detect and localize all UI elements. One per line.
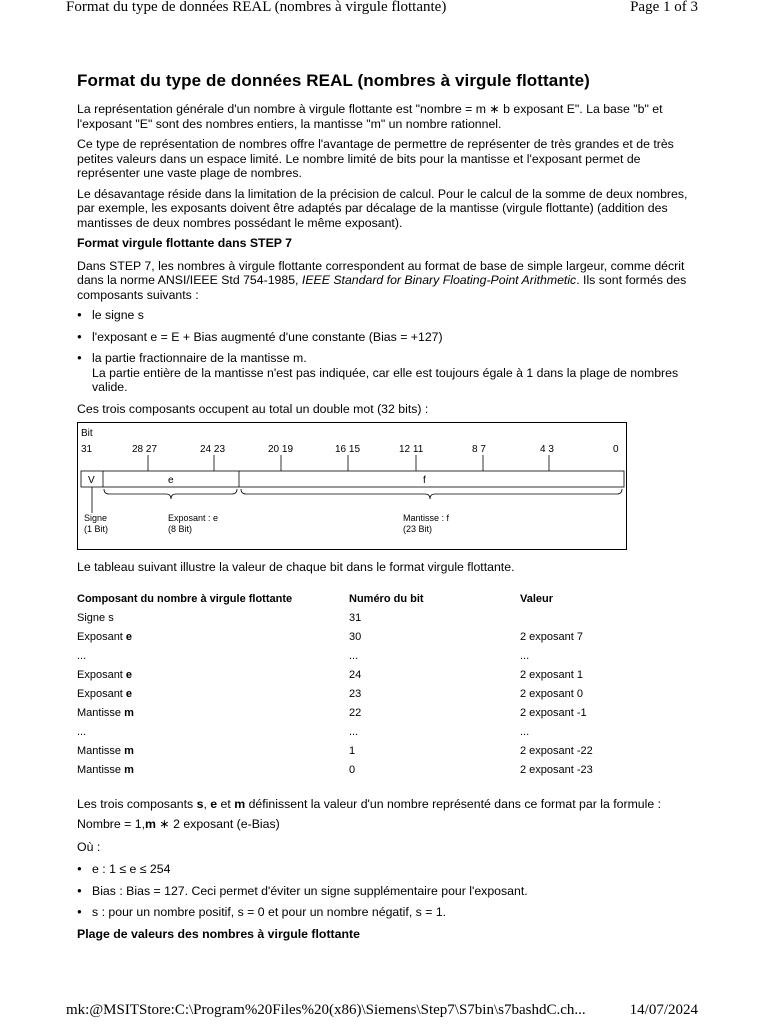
where-list xyxy=(77,862,693,920)
cell-bit-number: 0 xyxy=(349,763,356,776)
formula-m: m xyxy=(145,817,156,831)
bit-tick: 20 19 xyxy=(268,444,294,455)
component-symbol: m xyxy=(124,706,134,719)
table-row xyxy=(77,764,680,783)
bit-label: Bit xyxy=(81,428,93,439)
field-exponent: e xyxy=(168,475,174,486)
cell-value: ... xyxy=(520,649,530,662)
where-label: Où : xyxy=(77,839,101,854)
list-item-line: La partie entière de la mantisse n'est pas indiquée, car elle est toujours égale à 1 dans la plage de nombres valide. xyxy=(92,365,679,394)
exponent-bits: (8 Bit) xyxy=(168,524,193,534)
col-header-value: Valeur xyxy=(520,592,554,605)
cell-component xyxy=(77,650,349,669)
cell-component xyxy=(77,612,349,631)
component-label: Exposant xyxy=(77,630,126,643)
cell-value: 2 exposant -1 xyxy=(520,706,587,719)
bit-tick: 0 xyxy=(613,444,619,455)
table-body xyxy=(77,612,680,783)
cell-component xyxy=(77,688,349,707)
paragraph-7 xyxy=(77,797,693,812)
component-label: ... xyxy=(77,725,87,738)
p7-sep: et xyxy=(217,796,235,811)
bit-layout-diagram xyxy=(77,422,627,550)
component-label: Signe s xyxy=(77,611,114,624)
component-symbol: m xyxy=(124,763,134,776)
cell-bit-number: 1 xyxy=(349,744,356,757)
list-item xyxy=(77,351,693,395)
list-item: ● e : 1 ≤ e ≤ 254 xyxy=(77,862,693,877)
cell-value: 2 exposant 0 xyxy=(520,687,583,700)
page-number: Page 1 of 3 xyxy=(630,0,698,15)
formula-a: Nombre = 1, xyxy=(77,817,146,831)
doc-title: Format du type de données REAL (nombres à virgule flottante) xyxy=(77,71,590,90)
cell-bit-number: 30 xyxy=(349,630,362,643)
cell-component xyxy=(77,745,349,764)
table-row xyxy=(77,688,680,707)
bit-value-table xyxy=(77,593,680,783)
cell-value: 2 exposant -23 xyxy=(520,763,593,776)
bit-tick: 12 11 xyxy=(399,444,424,455)
page-footer xyxy=(66,1002,698,1022)
p4-text-b: . Ils sont formés des composants suivants : xyxy=(77,273,687,302)
cell-bit-number: 23 xyxy=(349,687,362,700)
bit-tick: 8 7 xyxy=(472,444,486,455)
paragraph-2: Ce type de représentation de nombres offre l'avantage de permettre de représenter de très grandes et de très petites valeurs dans un espace limité. Le nombre limité de bits pour la mantisse et l'exposant permet de représenter une vaste plage de nombres. xyxy=(77,137,674,180)
component-label: Mantisse xyxy=(77,763,125,776)
list-item: ● l'exposant e = E + Bias augmenté d'une constante (Bias = +127) xyxy=(77,330,693,345)
sign-bits: (1 Bit) xyxy=(84,524,109,534)
subheading-step7: Format virgule flottante dans STEP 7 xyxy=(77,236,293,250)
paragraph-3: Le désavantage réside dans la limitation de la précision de calcul. Pour le calcul de la somme de deux nombres, par exemple, les exposants doivent être adaptés par décalage de la mantisse (virgule flottante) (addition des mantisses de deux nombres possédant le même exposant). xyxy=(77,186,688,230)
bit-tick: 16 15 xyxy=(335,444,361,455)
subheading-range: Plage de valeurs des nombres à virgule flottante xyxy=(77,926,360,941)
bit-tick: 24 23 xyxy=(200,444,226,455)
component-symbol: e xyxy=(125,630,133,643)
cell-component xyxy=(77,726,349,745)
component-symbol: e xyxy=(125,687,133,700)
header-title: Format du type de données REAL (nombres à virgule flottante) xyxy=(66,0,447,15)
component-label: ... xyxy=(77,649,87,662)
p7-text: Les trois composants xyxy=(77,796,197,811)
table-row xyxy=(77,650,680,669)
bit-tick: 4 3 xyxy=(540,444,554,455)
bit-tick: 28 27 xyxy=(132,444,158,455)
paragraph-4 xyxy=(77,259,693,303)
list-item: ● le signe s xyxy=(77,308,693,323)
list-item: ● s : pour un nombre positif, s = 0 et pour un nombre négatif, s = 1. xyxy=(77,905,693,920)
table-row xyxy=(77,726,680,745)
list-item-line: la partie fractionnaire de la mantisse m. xyxy=(92,351,307,365)
table-row xyxy=(77,707,680,726)
col-header-bit: Numéro du bit xyxy=(349,592,424,605)
page-header xyxy=(66,0,698,20)
ieee-standard-title: IEEE Standard for Binary Floating-Point Arithmetic xyxy=(301,273,577,287)
p7-s: s xyxy=(196,796,204,811)
component-label: Exposant xyxy=(77,668,126,681)
cell-value xyxy=(520,612,680,631)
component-list xyxy=(77,308,693,395)
component-label: Exposant xyxy=(77,687,126,700)
document-body xyxy=(77,70,693,949)
formula-b: ∗ 2 exposant (e-Bias) xyxy=(155,817,280,831)
cell-bit-number: ... xyxy=(349,649,359,662)
cell-value: 2 exposant 1 xyxy=(520,668,583,681)
table-header-row xyxy=(77,593,680,612)
mantissa-caption: Mantisse : f xyxy=(403,513,450,523)
cell-component xyxy=(77,707,349,726)
exponent-caption: Exposant : e xyxy=(168,513,219,523)
cell-bit-number: 22 xyxy=(349,706,362,719)
bit-tick: 31 xyxy=(81,444,93,455)
field-fraction: f xyxy=(423,475,426,486)
cell-component xyxy=(77,669,349,688)
paragraph-1: La représentation générale d'un nombre à virgule flottante est "nombre = m ∗ b exposant E". La base "b" et l'exposant "E" sont des nombres entiers, la mantisse "m" un nombre rationnel. xyxy=(77,102,663,131)
field-sign: V xyxy=(88,475,95,486)
cell-value: ... xyxy=(520,725,530,738)
col-header-component: Composant du nombre à virgule flottante xyxy=(77,592,293,605)
group-braces xyxy=(92,487,622,513)
p7-e: e xyxy=(210,796,218,811)
formula xyxy=(77,817,693,832)
tick-marks xyxy=(148,455,549,471)
footer-date: 14/07/2024 xyxy=(629,1002,698,1018)
cell-component xyxy=(77,631,349,650)
table-row xyxy=(77,745,680,764)
component-label: Mantisse xyxy=(77,706,125,719)
component-label: Mantisse xyxy=(77,744,125,757)
p7-text: définissent la valeur d'un nombre représenté dans ce format par la formule : xyxy=(245,796,662,811)
list-item: ● Bias : Bias = 127. Ceci permet d'éviter un signe supplémentaire pour l'exposant. xyxy=(77,884,693,899)
paragraph-6: Le tableau suivant illustre la valeur de chaque bit dans le format virgule flottante. xyxy=(77,560,515,574)
paragraph-5: Ces trois composants occupent au total un double mot (32 bits) : xyxy=(77,401,429,416)
cell-value: 2 exposant -22 xyxy=(520,744,593,757)
cell-bit-number: ... xyxy=(349,725,359,738)
cell-value: 2 exposant 7 xyxy=(520,630,583,643)
table-row xyxy=(77,631,680,650)
cell-bit-number: 24 xyxy=(349,668,362,681)
p4-text-a: Dans STEP 7, les nombres à virgule flottante correspondent au format de base de simple largeur, comme décrit dans la norme ANSI/IEEE Std 754-1985, xyxy=(77,258,685,287)
component-symbol: e xyxy=(125,668,133,681)
sign-caption: Signe xyxy=(84,513,108,523)
cell-bit-number: 31 xyxy=(349,611,362,624)
bit-register xyxy=(81,471,624,487)
table-row xyxy=(77,669,680,688)
cell-component xyxy=(77,764,349,783)
footer-path: mk:@MSITStore:C:\Program%20Files%20(x86)\Siemens\Step7\S7bin\s7bashdC.ch... xyxy=(66,1002,586,1018)
component-symbol: m xyxy=(124,744,134,757)
p7-sep: , xyxy=(203,796,211,811)
mantissa-bits: (23 Bit) xyxy=(403,524,433,534)
p7-m: m xyxy=(234,796,246,811)
table-row xyxy=(77,612,680,631)
